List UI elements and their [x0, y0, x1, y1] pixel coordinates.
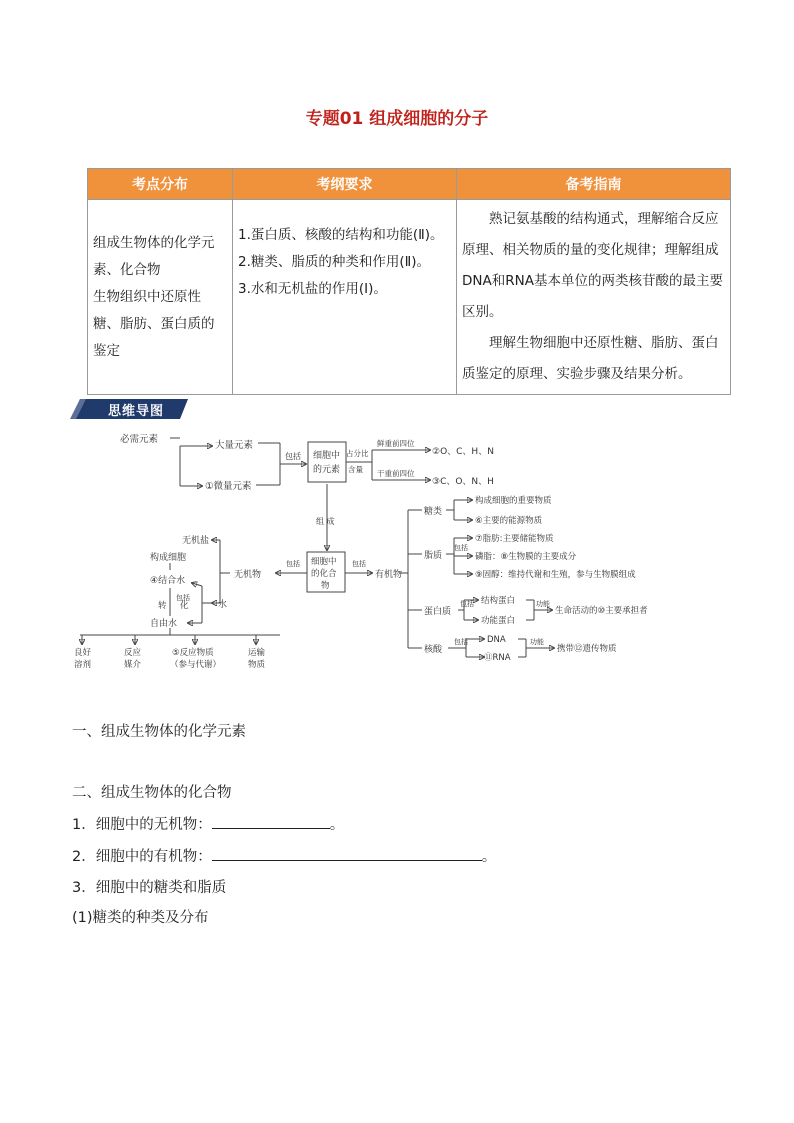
include-label: 包括: [352, 560, 366, 568]
sugar-item: 构成细胞的重要物质: [475, 496, 552, 506]
protein-item: 功能蛋白: [481, 616, 516, 626]
sugar-item: ⑥主要的能源物质: [475, 516, 543, 526]
compounds-text: 物: [321, 581, 330, 591]
include-label: 包括: [454, 638, 468, 646]
table-row: [88, 200, 731, 395]
function-label: 功能: [530, 638, 544, 646]
question-2: [72, 845, 496, 866]
question-3: 3．细胞中的糖类和脂质: [72, 880, 227, 896]
lipid-item: ⑨固醇：维持代谢和生殖，参与生物膜组成: [475, 570, 636, 580]
requirement-item: 3.水和无机盐的作用(Ⅰ)。: [238, 281, 387, 297]
fresh-weight-label: 鲜重前四位: [377, 439, 415, 448]
requirements-cell: [233, 200, 457, 395]
distribution-cell: [88, 200, 233, 395]
mindmap-tag: [70, 398, 190, 420]
nucleic-item: ⑪RNA: [484, 653, 511, 663]
water-role: ⑤反应物质: [172, 648, 214, 658]
water-role: （参与代谢）: [170, 660, 222, 670]
water-label: 水: [218, 600, 228, 610]
nucleic-role: 携带⑫遗传物质: [557, 644, 617, 654]
section-1-heading: 一、组成生物体的化学元素: [72, 724, 246, 740]
distribution-item: 组成生物体的化学元素、化合物: [93, 234, 215, 278]
salt-label: 无机盐: [182, 536, 210, 546]
free-water-label: 自由水: [150, 619, 178, 629]
organic-label: 有机物: [375, 570, 403, 580]
answer-blank[interactable]: [212, 846, 482, 861]
protein-role: 生命活动的⑩主要承担者: [555, 606, 648, 616]
lipid-label: 脂质: [424, 551, 443, 561]
water-role: 良好: [74, 648, 92, 658]
compose-label: 组 成: [316, 517, 335, 526]
water-role: 媒介: [124, 660, 142, 670]
question-1-text: 1．细胞中的无机物：: [72, 817, 212, 833]
fresh-weight-value: ②O、C、H、N: [432, 447, 494, 457]
dry-weight-label: 干重前四位: [377, 469, 415, 478]
guide-cell: [457, 200, 731, 395]
question-2-text: 2．细胞中的有机物：: [72, 849, 212, 865]
include-label: 包括: [285, 452, 301, 461]
question-end: 。: [329, 817, 345, 833]
guide-paragraph: 熟记氨基酸的结构通式，理解缩合反应原理、相关物质的量的变化规律；理解组成DNA和RNA基本单位的两类核苷酸的最主要区别。: [462, 211, 723, 320]
protein-item: 结构蛋白: [481, 596, 516, 606]
question-4: (1)糖类的种类及分布: [72, 910, 209, 926]
header-distribution: 考点分布: [88, 169, 233, 200]
compounds-text: 的化合: [311, 569, 337, 579]
function-label: 功能: [536, 600, 550, 608]
protein-label: 蛋白质: [424, 607, 452, 617]
section-2-heading: 二、组成生物体的化合物: [72, 785, 232, 801]
percent-label: 含量: [348, 465, 363, 474]
essential-elements-label: 必需元素: [120, 434, 159, 445]
sugar-label: 糖类: [424, 507, 443, 517]
compounds-text: 细胞中: [311, 557, 337, 567]
water-role: 溶剂: [74, 660, 92, 670]
transform-label: 化: [180, 601, 189, 611]
water-role: 运输: [248, 648, 266, 658]
include-label: 包括: [460, 600, 474, 608]
water-role: 物质: [248, 660, 266, 670]
cell-elements-box: [308, 442, 346, 482]
nucleic-acid-label: 核酸: [424, 645, 443, 655]
table-header-row: [88, 169, 731, 200]
micro-elements-label: ①微量元素: [205, 481, 252, 492]
header-requirements: 考纲要求: [233, 169, 457, 200]
question-1: [72, 813, 344, 834]
question-end: 。: [481, 849, 497, 865]
include-label: 包括: [454, 544, 468, 552]
distribution-item: 生物组织中还原性糖、脂肪、蛋白质的鉴定: [93, 288, 215, 359]
lipid-item: ⑦脂肪:主要储能物质: [475, 534, 554, 544]
guide-paragraph: 理解生物细胞中还原性糖、脂肪、蛋白质鉴定的原理、实验步骤及结果分析。: [462, 335, 719, 382]
cell-elements-text: 细胞中: [313, 451, 341, 461]
mindmap-tag-label: 思维导图: [108, 404, 165, 419]
requirement-item: 1.蛋白质、核酸的结构和功能(Ⅱ)。: [238, 227, 444, 243]
exam-guide-table: [87, 168, 731, 395]
requirement-item: 2.糖类、脂质的种类和作用(Ⅱ)。: [238, 254, 431, 270]
include-label: 包括: [286, 560, 300, 568]
bound-water-label: ④结合水: [150, 576, 186, 586]
cell-elements-text: 的元素: [313, 465, 341, 475]
answer-blank[interactable]: [212, 814, 330, 829]
header-guide: 备考指南: [457, 169, 731, 200]
nucleic-item: DNA: [487, 635, 506, 645]
water-role: 反应: [124, 648, 142, 658]
percent-label: 占分比: [346, 449, 369, 458]
lipid-item: 磷脂：⑧生物膜的主要成分: [475, 552, 577, 562]
mindmap-diagram: [70, 428, 750, 678]
page-title: 专题01 组成细胞的分子: [305, 109, 489, 129]
inorganic-label: 无机物: [234, 570, 262, 580]
include-label: 包括: [176, 594, 190, 602]
constitute-label: 构成细胞: [150, 553, 187, 563]
transform-label: 转: [158, 601, 167, 611]
dry-weight-value: ③C、O、N、H: [432, 477, 494, 487]
macro-elements-label: 大量元素: [215, 440, 254, 451]
